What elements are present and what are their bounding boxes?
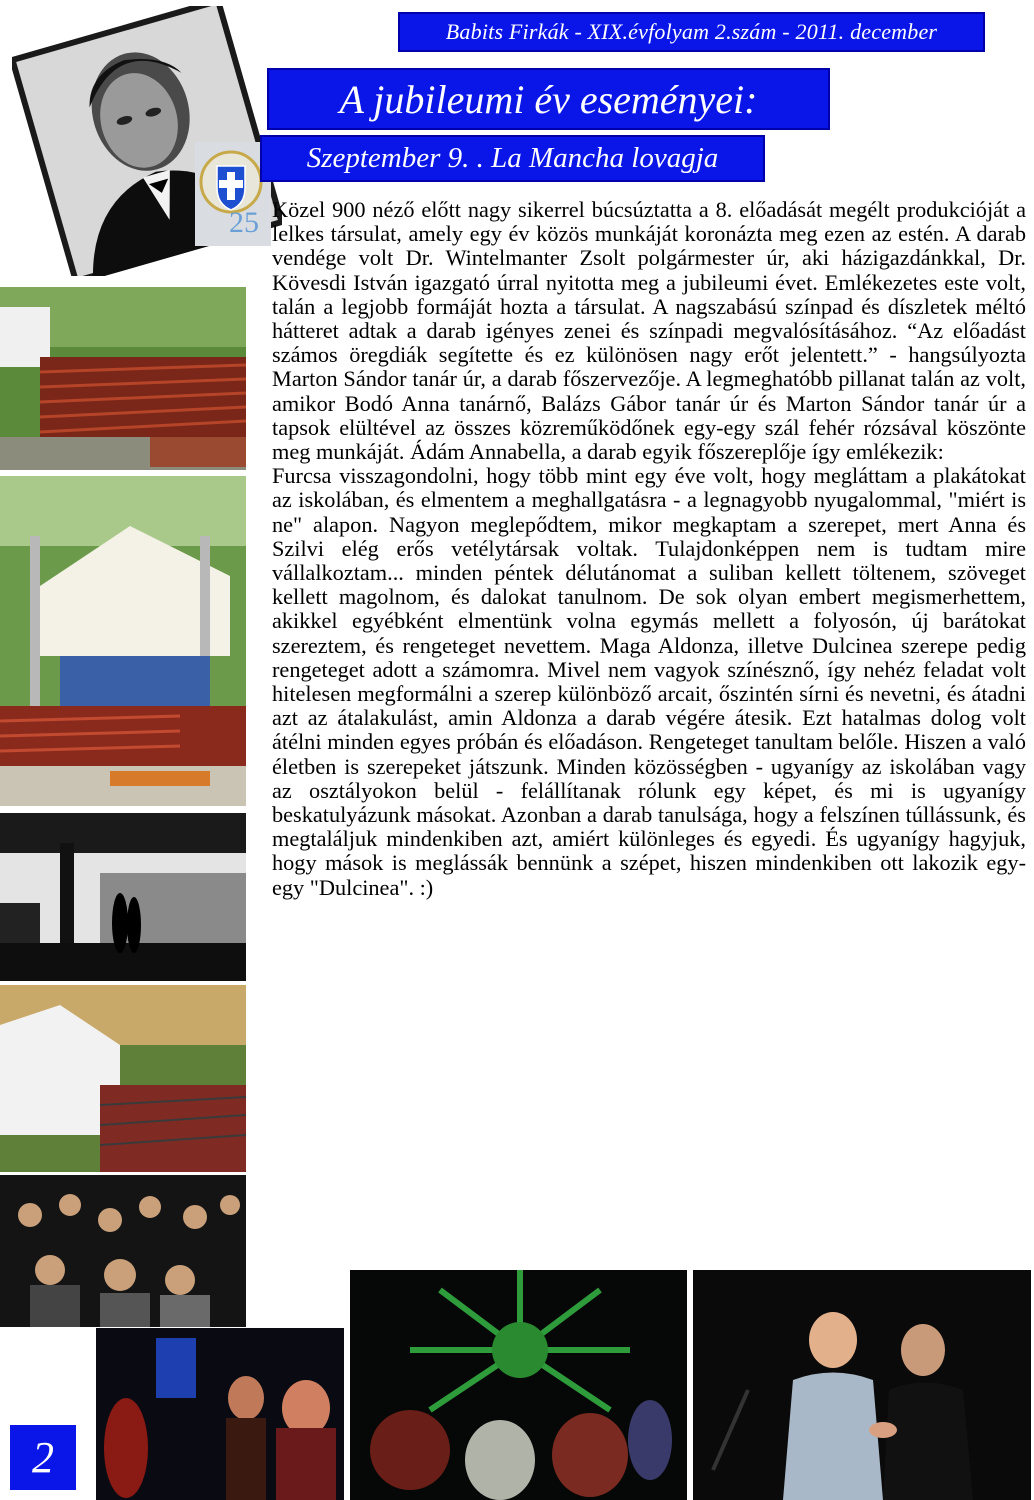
emblem-number: 25 <box>229 206 259 239</box>
page-subtitle: Szeptember 9. . La Mancha lovagja <box>260 135 765 182</box>
page-number: 2 <box>10 1425 76 1490</box>
photo-white-tent-seats <box>0 985 246 1172</box>
photo-performers-red <box>96 1328 344 1500</box>
page-title: A jubileumi év eseményei: <box>267 68 830 130</box>
article-paragraph-1: Közel 900 néző előtt nagy sikerrel búcsúztatta a 8. előadását megélt produkcióját a lelkes társulat, amely egy év közös munkáját koronázta meg ezen az estén. A darab vendége volt Dr. Wintelmanter Zsolt polgármester úr, aki házigazdánkkal, Dr. Kövesdi István igazgató úrral nyitotta meg a jubileumi évet. Emlékezetes este volt, talán a legjobb formáját hozta a társulat. A nagszabású színpad és díszletek méltó hátteret adtak a darab igényes zenei és színpadi megvalósításához. “Az előadást számos öregdiák segítette és ez különösen nagy erőt jelentett.” - hangsúlyozta Marton Sándor tanár úr, a darab főszervezője. A legmeghatóbb pillanat talán az volt, amikor Bodó Anna tanárnő, Balázs Gábor tanár úr és Marton Sándor tanár úr a tapsok elültével az összes közreműködőnek egy-egy szál fehér rózsával köszönte meg munkáját. Ádám Annabella, a darab egyik főszereplője így emlékezik: <box>272 197 1026 465</box>
photo-outdoor-seating <box>0 287 246 470</box>
article-paragraph-2: Furcsa visszagondolni, hogy több mint egy éve volt, hogy megláttam a plakátokat az iskolában, és elmentem a meghallgatásra - a legnagyobb nyugalommal, "miért is ne" alapon. Nagyon meglepődtem, mikor megkaptam a szerepet, mert Anna és Szilvi elég erős vetélytársak voltak. Tulajdonképpen nem is tudtam mire vállalkoztam... minden péntek délutánomat a suliban kellett töltenem, szöveget kellett magolnom, és dalokat tanulnom. De sok olyan embert megismerhettem, akikkel egyébként elmentünk volna egymás mellett a folyosón, új barátokat szereztem, és rengeteget nevettem. Maga Aldonza, illetve Dulcinea szerepe pedig rengeteget adott a számomra. Mivel nem vagyok színésznő, így nehéz feladat volt hitelesen megformálni a szerep különböző arcait, őszintén sírni és nevetni, és átadni azt az átalakulást, amin Aldonza a darab végére átesik. Ezt hatalmas dolog volt átélni minden egyes próbán és előadáson. Rengeteget tanultam belőle. Hiszen a való életben is szerepeket játszunk. Minden közösségben - ugyanígy az iskolában vagy az osztályokon belül - felállítanak rólunk egy képet, és mi is ugyanígy beskatulyázunk másokat. Azonban a darab tanulsága, hogy a felszínen túllássunk, és megtaláljuk mindenkiben azt, amiért különleges és egyedi. És ugyanígy hagyjuk, hogy mások is meglássák bennünk a szépet, hiszen mindenkiben ott lakozik egy-egy "Dulcinea". :) <box>272 463 1026 900</box>
photo-dance-green <box>350 1270 687 1500</box>
article-body <box>272 198 1026 900</box>
photo-stage-silhouettes <box>0 813 246 981</box>
photo-stage-tent <box>0 476 246 806</box>
photo-handshake <box>693 1270 1031 1500</box>
photo-audience <box>0 1175 246 1327</box>
issue-header: Babits Firkák - XIX.évfolyam 2.szám - 2011. december <box>398 12 985 52</box>
